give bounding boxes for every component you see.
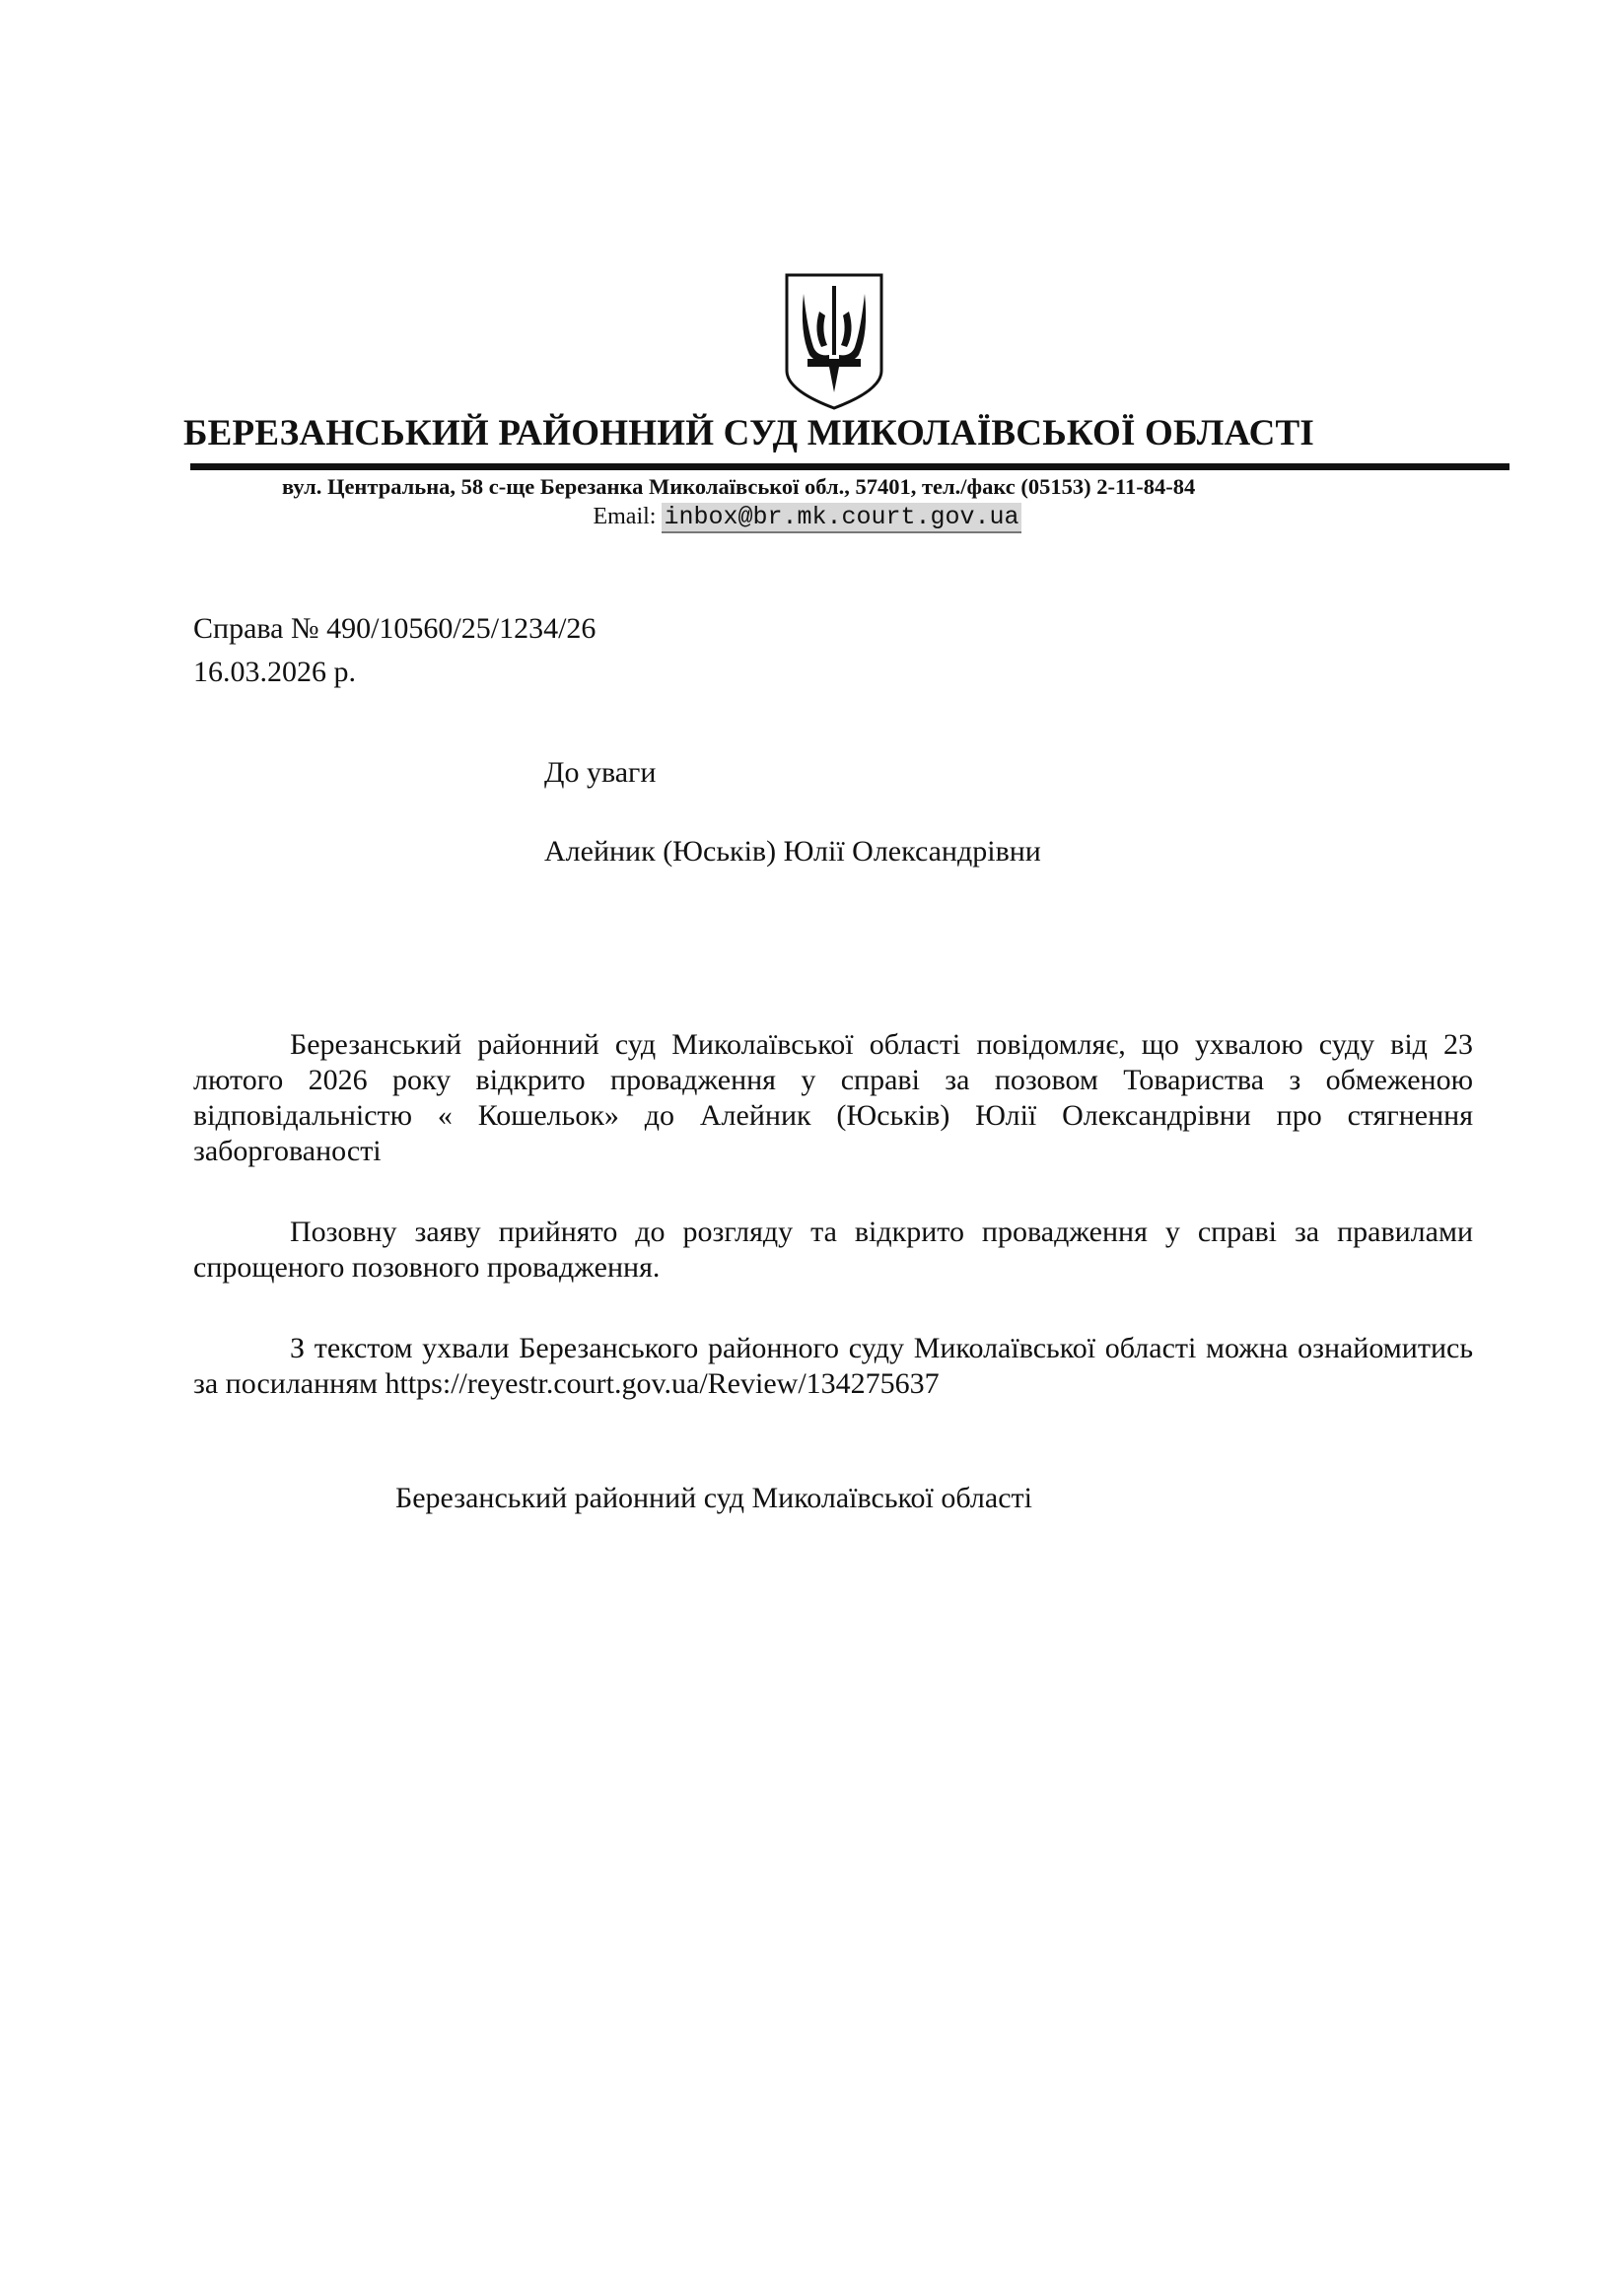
- coat-of-arms-icon: [784, 272, 884, 410]
- attention-label: До уваги: [544, 756, 657, 789]
- body-paragraph: Позовну заяву прийнято до розгляду та відкрито провадження у справі за правилами спрощеного позовного провадження.: [193, 1216, 1473, 1284]
- case-number: Справа № 490/10560/25/1234/26: [193, 612, 596, 645]
- email-line: [0, 503, 1614, 531]
- signature: Березанський районний суд Миколаївської області: [395, 1482, 1032, 1514]
- email-label: Email:: [593, 504, 657, 529]
- court-name-heading: БЕРЕЗАНСЬКИЙ РАЙОННИЙ СУД МИКОЛАЇВСЬКОЇ ОБЛАСТІ: [183, 413, 1314, 453]
- document-date: 16.03.2026 р.: [193, 656, 356, 688]
- body-paragraph: З текстом ухвали Березанського районного суду Миколаївської області можна ознайомитись за посиланням https://reyestr.court.gov.ua/Review/134275637: [193, 1332, 1473, 1400]
- addressee-name: Алейник (Юськів) Юлії Олександрівни: [544, 835, 1041, 868]
- court-address: вул. Центральна, 58 с-ще Березанка Миколаївської обл., 57401, тел./факс (05153) 2-11-84-84: [282, 474, 1196, 499]
- email-link[interactable]: inbox@br.mk.court.gov.ua: [664, 503, 1019, 531]
- body-paragraph: Березанський районний суд Миколаївської області повідомляє, що ухвалою суду від 23 лютого 2026 року відкрито провадження у справі за позовом Товариства з обмеженою відповідальністю « Кошельок» до Алейник (Юськів) Юлії Олександрівни про стягнення заборгованості: [193, 1028, 1473, 1167]
- header-divider: [190, 463, 1509, 470]
